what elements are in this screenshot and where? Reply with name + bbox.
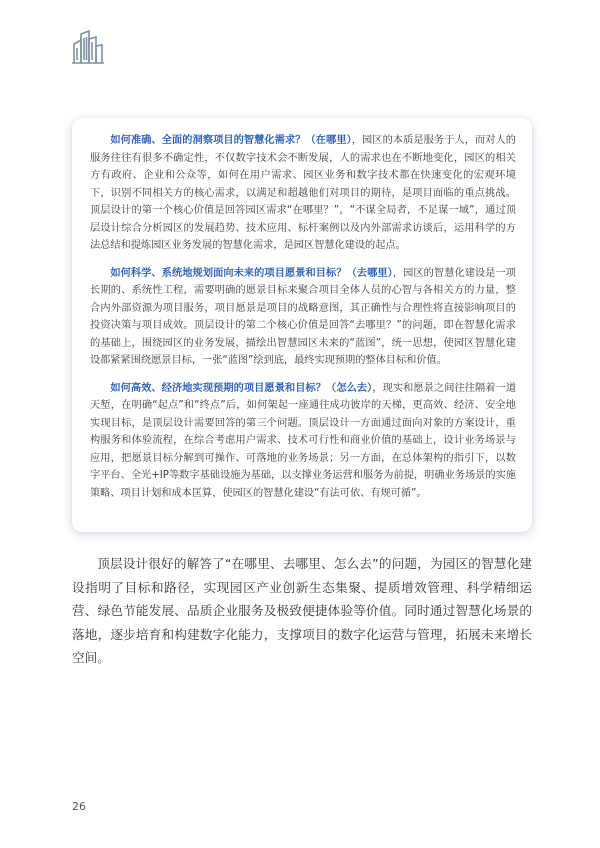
paragraph-body: ，现实和愿景之间往往隔着一道天堑，在明确“起点”和“终点”后，如何架起一座通往成功彼岸的天梯，更高效、经济、安全地实现目标，是顶层设计需要回答的第三个问题。顶层设计一方面通过面向对象的方案设计，重构服务和体验流程，在综合考虑用户需求、技术可行性和商业价值的基础上，设计业务场景与应用，把愿景目标分解到可操作、可落地的业务场景；另一方面，在总体架构的指引下，以数字平台、全光+IP等数字基础设施为基础，以支撑业务运营和服务为前提，明确业务场景的实施策略、项目计划和成本匡算，使园区的智慧化建设“有法可依、有规可循”。 — [90, 382, 517, 499]
callout-paragraph-whereto — [90, 265, 516, 370]
paragraph-body: ，园区的本质是服务于人，而对人的服务往往有很多不确定性，不仅数字技术会不断发展，人的需求也在不断地变化，园区的相关方有政府、企业和公众等，如何在用户需求、园区业务和数字技术都在快速变化的宏观环境下，识别不同相关方的核心需求，以满足和超越他们对项目的期待，是项目面临的重点挑战。顶层设计的第一个核心价值是回答园区需求“在哪里？”，“不谋全局者，不足谋一域”，通过顶层设计综合分析园区的发展趋势、技术应用、标杆案例以及内外部需求访谈后，运用科学的方法总结和提炼园区业务发展的智慧化需求，是园区智慧化建设的起点。 — [90, 135, 516, 251]
paragraph-body: ，园区的智慧化建设是一项长期的、系统性工程，需要明确的愿景目标来聚合项目全体人员的心智与各相关方的力量，整合内外部资源为项目服务，项目愿景是项目的战略意图，其正确性与合理性将直接影响项目的投资决策与项目成效。顶层设计的第二个核心价值是回答“去哪里？”的问题，即在智慧化需求的基础上，围绕园区的业务发展，描绘出智慧园区未来的“蓝图”，统一思想，使园区智慧化建设都紧紧围绕愿景目标，一张“蓝图”绘到底，最终实现预期的整体目标和价值。 — [90, 267, 516, 366]
building-logo-icon — [72, 30, 104, 64]
callout-content — [90, 132, 516, 512]
callout-paragraph-how — [90, 380, 516, 503]
callout-paragraph-where — [90, 132, 516, 255]
summary-paragraph: 顶层设计很好的解答了“在哪里、去哪里、怎么去”的问题，为园区的智慧化建设指明了目标和路径，实现园区产业创新生态集聚、提质增效管理、科学精细运营、绿色节能发展、品质企业服务及极致便捷体验等价值。同时通过智慧化场景的落地，逐步培育和构建数字化能力，支撑项目的数字化运营与管理，拓展未来增长空间。 — [72, 556, 532, 665]
page-number: 26 — [72, 800, 86, 813]
question-heading: 如何高效、经济地实现预期的项目愿景和目标？（怎么去） — [110, 382, 373, 394]
question-heading: 如何科学、系统地规划面向未来的项目愿景和目标？（去哪里） — [110, 267, 393, 279]
key-questions-callout — [72, 118, 532, 532]
question-heading: 如何准确、全面的洞察项目的智慧化需求？（在哪里） — [110, 135, 352, 146]
